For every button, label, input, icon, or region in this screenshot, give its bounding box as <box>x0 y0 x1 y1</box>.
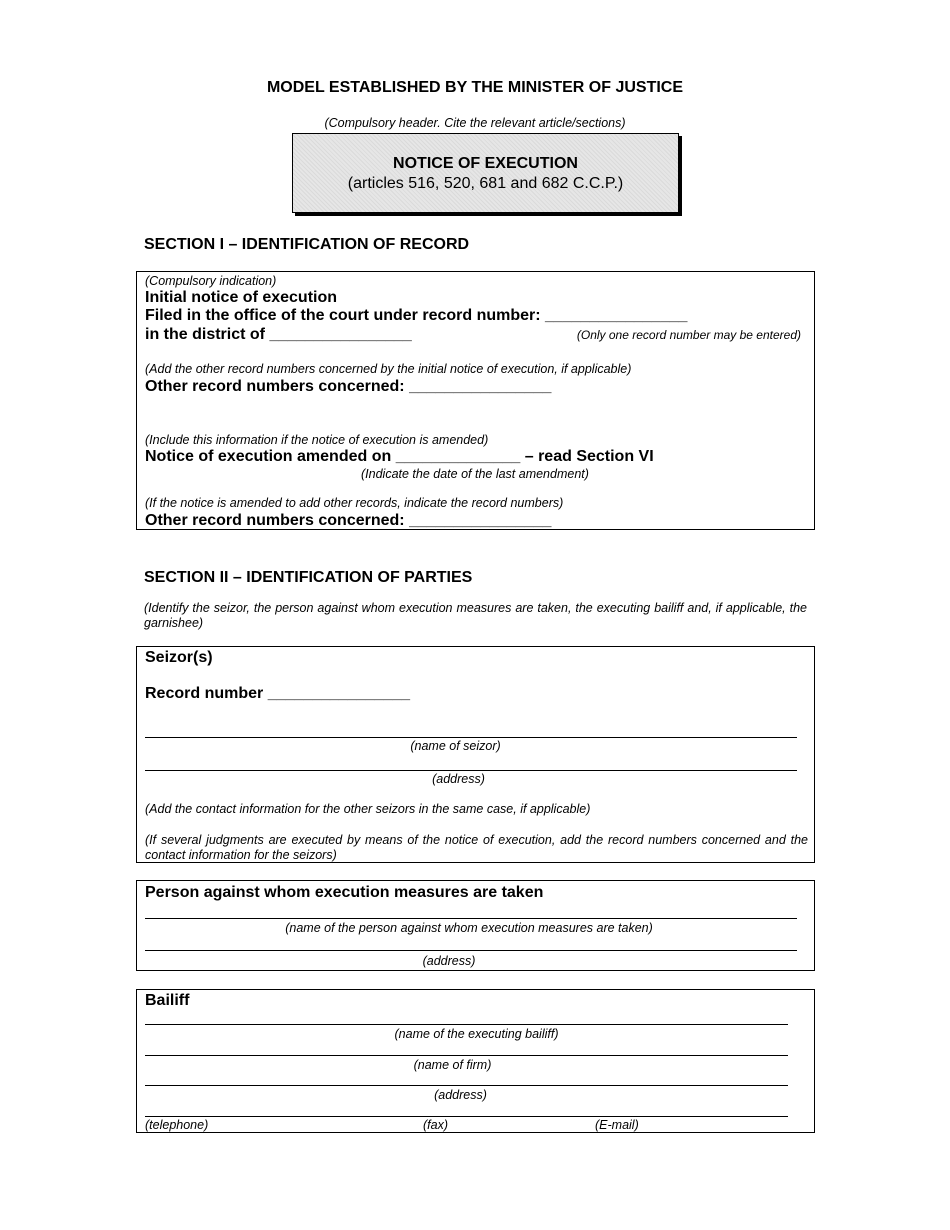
bailiff-address-caption: (address) <box>434 1088 487 1102</box>
section1-heading: SECTION I – IDENTIFICATION OF RECORD <box>144 236 470 253</box>
seizor-address-line[interactable] <box>145 770 797 771</box>
section2-intro: (Identify the seizor, the person against whom execution measures are taken, the executing bailiff and, if applicable, the garnishee) <box>144 601 807 630</box>
compulsory-note: (Compulsory indication) <box>145 274 277 288</box>
other-records-field-2[interactable]: Other record numbers concerned: ________________ <box>145 512 552 529</box>
notice-header-box <box>292 133 679 213</box>
seizor-name-caption: (name of seizor) <box>410 739 501 753</box>
bailiff-name-caption: (name of the executing bailiff) <box>394 1027 559 1041</box>
bailiff-email-caption: (E-mail) <box>595 1118 639 1132</box>
only-one-note: (Only one record number may be entered) <box>576 328 801 342</box>
seizor-box <box>136 646 815 863</box>
filed-record-field[interactable]: Filed in the office of the court under record number: ________________ <box>145 307 688 324</box>
person-name-line[interactable] <box>145 918 797 919</box>
amended-field[interactable]: Notice of execution amended on ______________ – read Section VI <box>145 448 654 465</box>
bailiff-title: Bailiff <box>145 992 190 1009</box>
seizor-address-caption: (address) <box>432 772 485 786</box>
indicate-date-note: (Indicate the date of the last amendment) <box>361 467 589 481</box>
bailiff-contact-line[interactable] <box>145 1116 788 1117</box>
bailiff-name-line[interactable] <box>145 1024 788 1025</box>
seizor-title: Seizor(s) <box>145 649 213 666</box>
seizor-name-line[interactable] <box>145 737 797 738</box>
bailiff-firm-caption: (name of firm) <box>413 1058 492 1072</box>
bailiff-fax-caption: (fax) <box>423 1118 448 1132</box>
record-box <box>136 271 815 530</box>
add-other-note: (Add the other record numbers concerned by the initial notice of execution, if applicable) <box>145 362 632 376</box>
bailiff-telephone-caption: (telephone) <box>145 1118 209 1132</box>
person-title: Person against whom execution measures are taken <box>145 884 544 901</box>
notice-title: NOTICE OF EXECUTION <box>393 155 578 172</box>
header-note: (Compulsory header. Cite the relevant article/sections) <box>324 116 626 130</box>
if-amended-note: (If the notice is amended to add other records, indicate the record numbers) <box>145 496 564 510</box>
person-box <box>136 880 815 971</box>
person-name-caption: (name of the person against whom execution measures are taken) <box>285 921 653 935</box>
document-title: MODEL ESTABLISHED BY THE MINISTER OF JUSTICE <box>266 79 684 96</box>
notice-subtitle: (articles 516, 520, 681 and 682 C.C.P.) <box>347 175 624 192</box>
bailiff-firm-line[interactable] <box>145 1055 788 1056</box>
seizor-record-number-field[interactable]: Record number ________________ <box>145 685 411 702</box>
include-note: (Include this information if the notice of execution is amended) <box>145 433 489 447</box>
only-one-text: Only one record number may be entered <box>580 328 797 342</box>
bailiff-address-line[interactable] <box>145 1085 788 1086</box>
seizor-note-2: (If several judgments are executed by means of the notice of execution, add the record numbers concerned and the contact information for the seizors) <box>145 833 808 862</box>
bailiff-box <box>136 989 815 1133</box>
person-address-line[interactable] <box>145 950 797 951</box>
seizor-note-1: (Add the contact information for the other seizors in the same case, if applicable) <box>145 802 591 816</box>
section2-heading: SECTION II – IDENTIFICATION OF PARTIES <box>144 569 473 586</box>
person-address-caption: (address) <box>422 954 476 968</box>
initial-notice-label: Initial notice of execution <box>145 289 338 306</box>
district-field[interactable]: in the district of ________________ <box>145 326 412 343</box>
other-records-field-1[interactable]: Other record numbers concerned: ________________ <box>145 378 552 395</box>
